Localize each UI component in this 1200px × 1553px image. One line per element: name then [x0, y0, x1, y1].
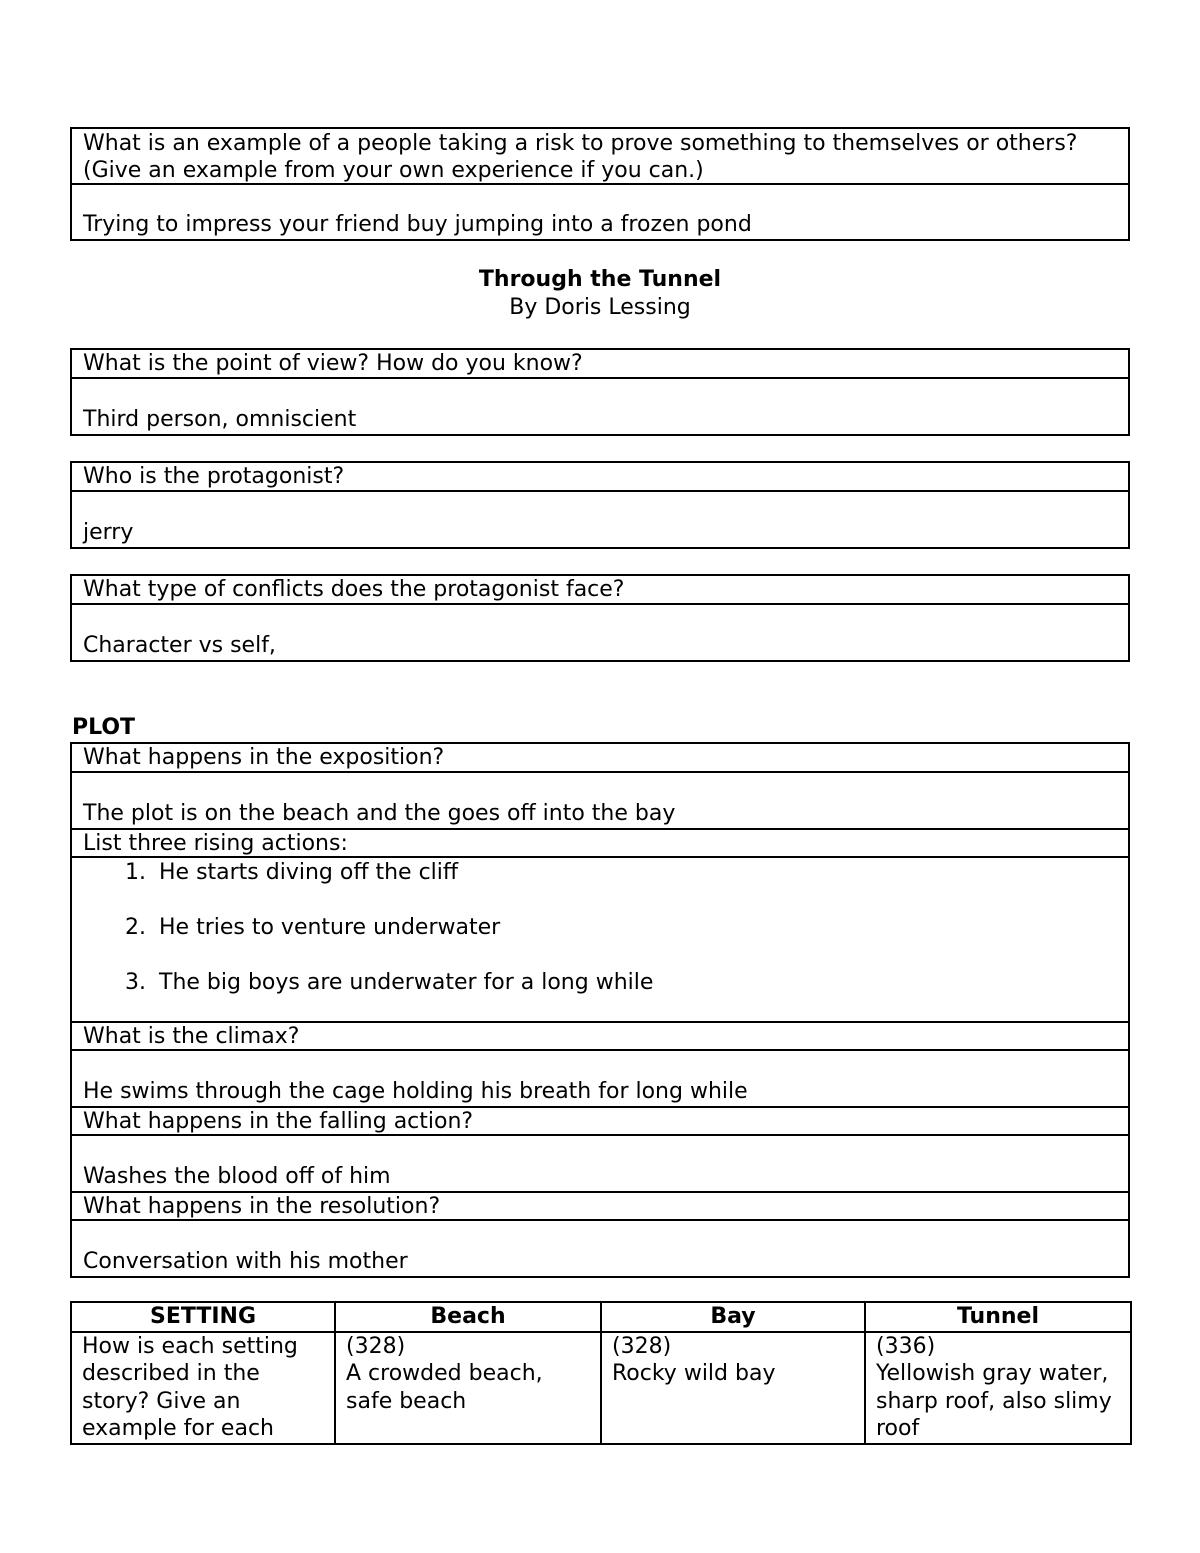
- beach-header: Beach: [335, 1302, 601, 1332]
- protagonist-answer: jerry: [83, 520, 134, 545]
- conflict-question: What type of conflicts does the protagonist face?: [72, 576, 1128, 605]
- beach-description: A crowded beach, safe beach: [346, 1361, 543, 1414]
- protagonist-question: Who is the protagonist?: [72, 463, 1128, 492]
- rising-actions: [83, 859, 1128, 996]
- rising-action-item: 2. He tries to venture underwater: [153, 914, 1128, 941]
- rising-actions-question: List three rising actions:: [72, 830, 1128, 858]
- intro-question: What is an example of a people taking a risk to prove something to themselves or others? (Give an example from your own experience if you can.): [72, 129, 1128, 185]
- pov-question: What is the point of view? How do you know?: [72, 350, 1128, 379]
- pov-answer: Third person, omniscient: [83, 407, 357, 432]
- tunnel-cell: [865, 1332, 1131, 1444]
- rising-action-item: 3. The big boys are underwater for a long while: [153, 969, 1128, 996]
- rising-actions-list: [72, 858, 1128, 1023]
- intro-question-box: [70, 127, 1130, 241]
- resolution-question: What happens in the resolution?: [72, 1193, 1128, 1221]
- beach-cell: [335, 1332, 601, 1444]
- exposition-answer: The plot is on the beach and the goes off into the bay: [72, 773, 1128, 830]
- setting-prompt: How is each setting described in the story? Give an example for each: [71, 1332, 335, 1444]
- tunnel-header: Tunnel: [865, 1302, 1131, 1332]
- story-title-block: [0, 266, 1200, 322]
- rising-action-item: 1. He starts diving off the cliff: [153, 859, 1128, 886]
- intro-answer: Trying to impress your friend buy jumping into a frozen pond: [83, 212, 752, 237]
- falling-action-question: What happens in the falling action?: [72, 1108, 1128, 1136]
- story-byline: By Doris Lessing: [509, 295, 691, 320]
- setting-table: [70, 1301, 1132, 1445]
- tunnel-page: (336): [876, 1333, 936, 1359]
- protagonist-box: [70, 461, 1130, 549]
- plot-heading: PLOT: [72, 715, 136, 740]
- falling-action-answer: Washes the blood off of him: [72, 1136, 1128, 1193]
- climax-answer: He swims through the cage holding his breath for long while: [72, 1051, 1128, 1108]
- tunnel-description: Yellowish gray water, sharp roof, also slimy roof: [876, 1361, 1112, 1441]
- plot-box: [70, 742, 1130, 1278]
- beach-page: (328): [346, 1333, 406, 1359]
- bay-description: Rocky wild bay: [612, 1361, 776, 1386]
- bay-header: Bay: [601, 1302, 865, 1332]
- conflict-answer: Character vs self,: [83, 633, 276, 658]
- bay-cell: [601, 1332, 865, 1444]
- exposition-question: What happens in the exposition?: [72, 744, 1128, 773]
- bay-page: (328): [612, 1333, 672, 1359]
- story-title: Through the Tunnel: [478, 267, 722, 292]
- setting-header-row: [71, 1302, 1131, 1332]
- pov-box: [70, 348, 1130, 436]
- resolution-answer: Conversation with his mother: [83, 1249, 408, 1274]
- conflict-box: [70, 574, 1130, 662]
- climax-question: What is the climax?: [72, 1023, 1128, 1051]
- setting-row: [71, 1332, 1131, 1444]
- setting-header: SETTING: [71, 1302, 335, 1332]
